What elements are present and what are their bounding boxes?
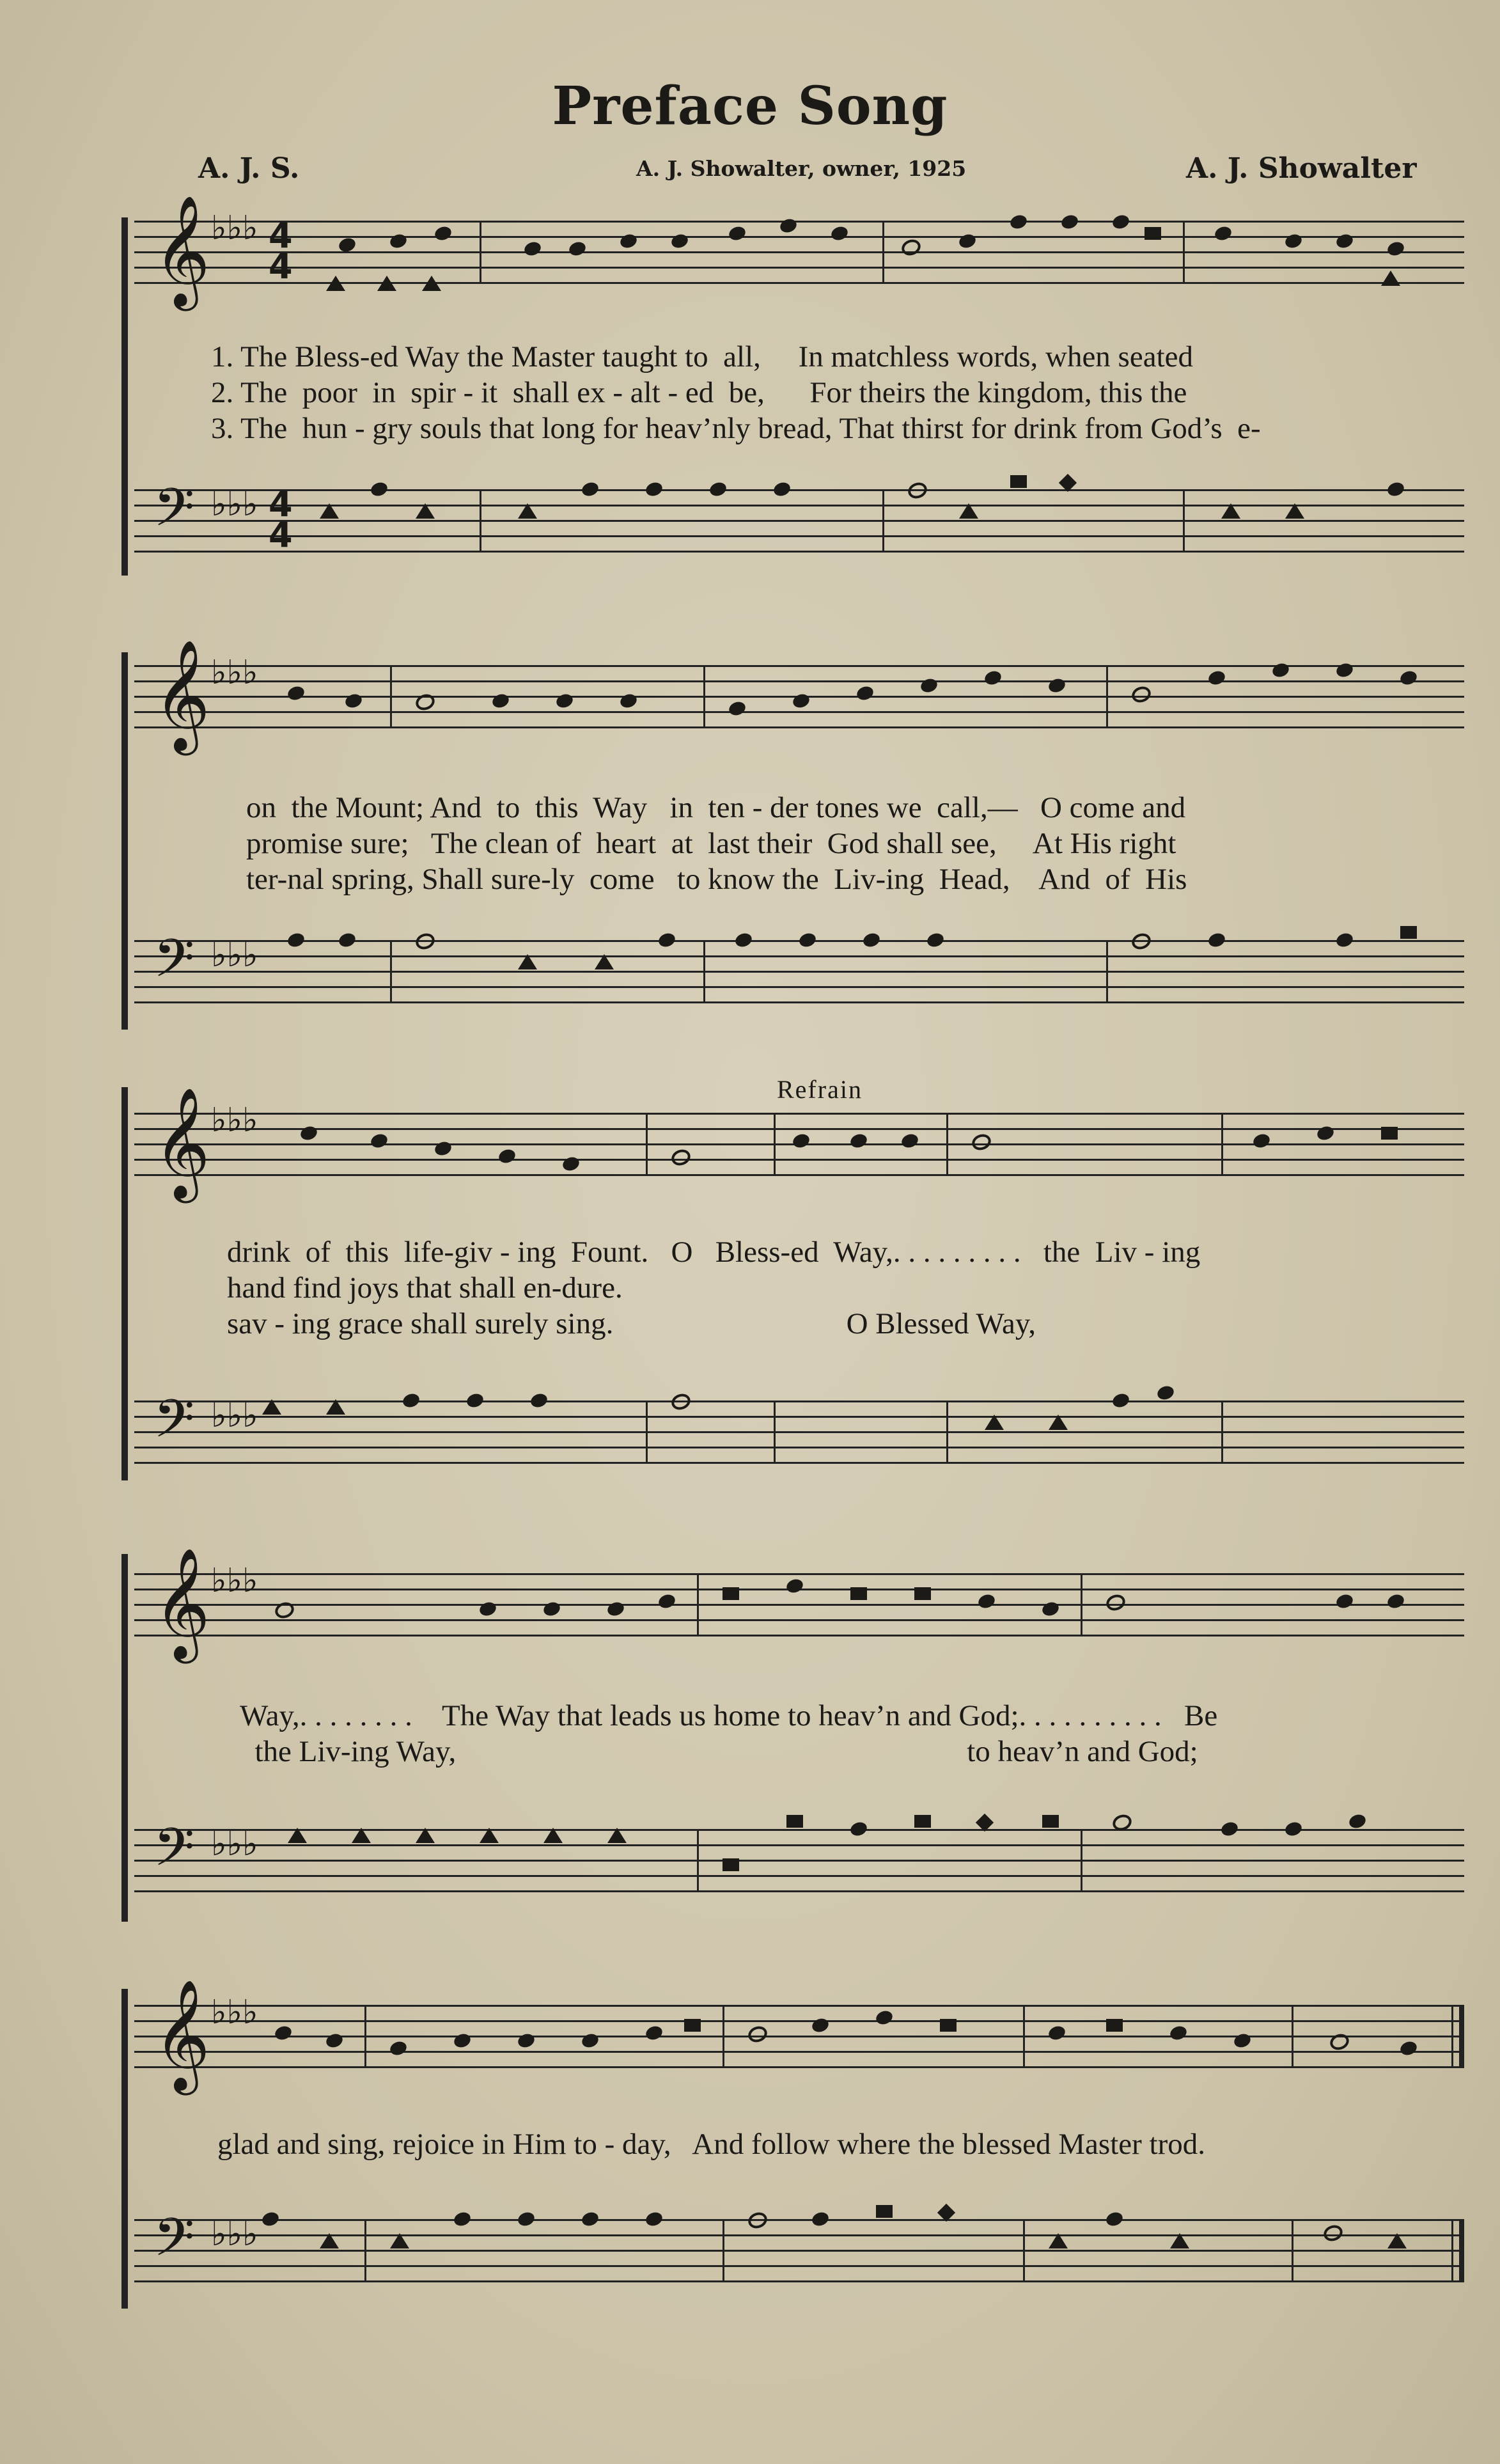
treble-staff (134, 640, 1464, 751)
key-signature-icon: ♭♭♭ (211, 2215, 258, 2254)
bass-clef-icon: 𝄢 (153, 1388, 195, 1463)
time-signature: 4 4 (269, 216, 293, 286)
bass-staff (134, 1388, 1464, 1464)
music-system-1 (121, 195, 1467, 582)
treble-clef-icon: 𝄞 (153, 1979, 210, 2091)
bass-staff (134, 927, 1464, 1004)
bass-staff (134, 476, 1464, 555)
bass-clef-icon: 𝄢 (153, 927, 195, 1002)
words-credit: A. J. S. (198, 152, 300, 185)
treble-staff (134, 1548, 1464, 1659)
music-credit: A. J. Showalter (1186, 152, 1417, 185)
copyright-credit: A. J. Showalter, owner, 1925 (636, 156, 967, 181)
system-brace (121, 1989, 128, 2309)
bass-clef-icon: 𝄢 (153, 476, 195, 551)
lyric-line: drink of this life-giv - ing Fount. O Bless-ed Way,. . . . . . . . . the Liv - ing (227, 1236, 1201, 1269)
key-signature-icon: ♭♭♭ (211, 1397, 258, 1435)
lyric-line: sav - ing grace shall surely sing. O Blessed Way, (227, 1307, 1036, 1340)
system-brace (121, 1087, 128, 1480)
key-signature-icon: ♭♭♭ (211, 209, 258, 247)
bass-clef-icon: 𝄢 (153, 2206, 195, 2281)
time-signature: 4 4 (269, 484, 293, 555)
lyric-line: 2. The poor in spir - it shall ex - alt - ed be, For theirs the kingdom, this the (211, 376, 1187, 409)
key-signature-icon: ♭♭♭ (211, 936, 258, 975)
key-signature-icon: ♭♭♭ (211, 485, 258, 524)
lyric-line: ter-nal spring, Shall sure-ly come to know the Liv-ing Head, And of His (246, 863, 1187, 896)
lyric-line: on the Mount; And to this Way in ten - der tones we call,— O come and (246, 791, 1186, 824)
bass-staff (134, 1816, 1464, 1893)
bass-clef-icon: 𝄢 (153, 1816, 195, 1891)
lyric-line: Way,. . . . . . . . The Way that leads us home to heav’n and God;. . . . . . . . . . Be (240, 1699, 1218, 1732)
lyric-line: promise sure; The clean of heart at last their God shall see, At His right (246, 827, 1176, 860)
key-signature-icon: ♭♭♭ (211, 654, 258, 692)
music-system-4 (121, 1548, 1467, 1931)
key-signature-icon: ♭♭♭ (211, 1562, 258, 1600)
treble-clef-icon: 𝄞 (153, 640, 210, 751)
music-system-3 (121, 1075, 1467, 1490)
treble-clef-icon: 𝄞 (153, 1087, 210, 1198)
system-brace (121, 652, 128, 1030)
system-brace (121, 217, 128, 576)
key-signature-icon: ♭♭♭ (211, 1825, 258, 1864)
lyric-line: hand find joys that shall en-dure. (227, 1271, 623, 1305)
lyric-line: 1. The Bless-ed Way the Master taught to all, In matchless words, when seated (211, 340, 1193, 373)
song-title: Preface Song (552, 75, 948, 137)
refrain-label: Refrain (777, 1075, 863, 1104)
lyric-line: 3. The hun - gry souls that long for heav’nly bread, That thirst for drink from God’s e- (211, 412, 1261, 445)
key-signature-icon: ♭♭♭ (211, 1993, 258, 2032)
treble-clef-icon: 𝄞 (153, 1548, 210, 1659)
lyric-line: glad and sing, rejoice in Him to - day, And follow where the blessed Master trod. (217, 2128, 1205, 2161)
system-brace (121, 1554, 128, 1922)
music-system-2 (121, 640, 1467, 1036)
treble-staff (134, 195, 1464, 306)
lyric-line: the Liv-ing Way, to heav’n and God; (240, 1735, 1198, 1768)
key-signature-icon: ♭♭♭ (211, 1101, 258, 1140)
treble-staff (134, 1979, 1464, 2091)
bass-staff (134, 2206, 1464, 2283)
music-system-5 (121, 1979, 1467, 2315)
treble-clef-icon: 𝄞 (153, 195, 210, 306)
credits-row (0, 152, 1500, 191)
